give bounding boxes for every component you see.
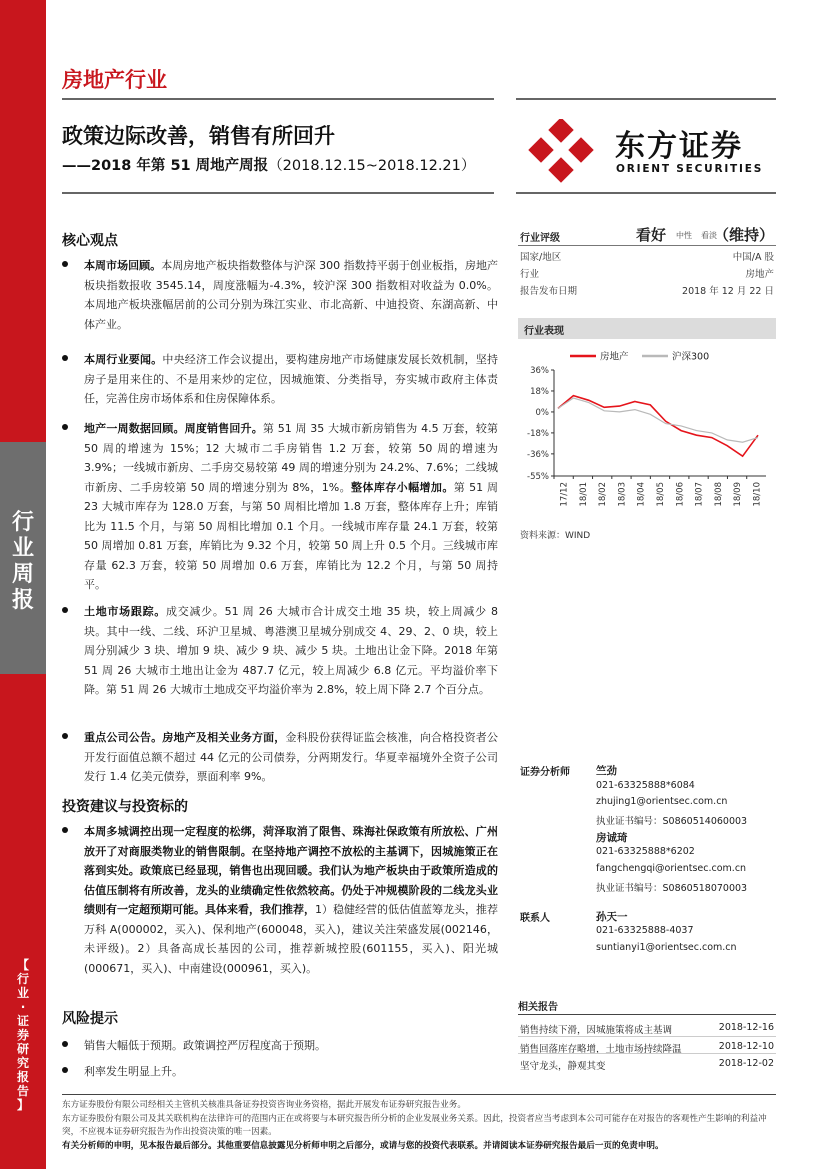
list-item[interactable] xyxy=(518,1018,776,1036)
x-tick-label: 18/05 xyxy=(656,482,666,507)
contact-license: 执业证书编号：S0860518070003 xyxy=(596,882,748,894)
x-tick-label: 17/12 xyxy=(559,482,570,507)
list-item: 销售大幅低于预期。政策调控严厉程度高于预期。 xyxy=(62,1036,498,1056)
rating-status: （维持） xyxy=(713,226,774,244)
info-key: 行业 xyxy=(520,269,540,280)
contacts xyxy=(518,763,776,959)
y-tick-label: -55% xyxy=(527,472,549,482)
bullet-icon xyxy=(62,1067,68,1073)
legend-label: 房地产 xyxy=(600,351,629,363)
related-reports-title: 相关报告 xyxy=(518,1002,558,1013)
list-item: 本周行业要闻。中央经济工作会议提出，要构建房地产市场健康发展长效机制，坚持房子是用来住的、不是用来炒的定位，因城施策、分类指导，夯实城市政府主体责任，完善住房市场体系和住房保障体系。 xyxy=(62,350,498,409)
bullet-icon xyxy=(62,827,68,833)
rating-box xyxy=(518,224,776,297)
company-logo xyxy=(528,119,768,183)
list-item: 本周多城调控出现一定程度的松绑，菏泽取消了限售、珠海社保政策有所放松、广州放开了对商服类物业的销售限制。在坚持地产调控不放松的主基调下，因城施策正在落到实处。政策底已经显现，销售也出现回暖。我们认为地产板块由于政策所造成的估值压制将有所改善，龙头的业绩确定性依然较高。仍处于冲规模阶段的二线龙头业绩则有一定超预期可能。具体来看，我们推荐，1）稳健经营的低估值蓝筹龙头，推荐万科 A(000002，买入)、保利地产(600048，买入)，建议关注荣盛发展(002146，未评级)。2）具备高成长基因的公司，推荐新城控股(601155，买入)、阳光城(000671，买入)、中南建设(000961，买入)。 xyxy=(62,822,498,978)
rating-label: 行业评级 xyxy=(520,233,560,244)
info-key: 报告发布日期 xyxy=(520,286,578,297)
x-tick-label: 18/04 xyxy=(636,482,647,507)
info-row xyxy=(518,246,776,263)
divider xyxy=(516,98,776,100)
bullet-icon xyxy=(62,355,68,361)
series-line-1 xyxy=(558,398,758,442)
contact-name: 孙天一 xyxy=(596,910,628,923)
legend-label: 沪深300 xyxy=(672,351,710,363)
disclaimer xyxy=(62,1099,776,1153)
list-item: 重点公司公告。房地产及相关业务方面，金科股份获得证监会核准，向合格投资者公开发行面值总额不超过 44 亿元的公司债券，分两期发行。华夏幸福境外全资子公司发行 1.4 亿美元债券，票面利率 9%。 xyxy=(62,728,498,787)
bullet-icon xyxy=(62,424,68,430)
section-heading-core: 核心观点 xyxy=(62,233,118,249)
info-value: 中国/A 股 xyxy=(732,252,774,263)
section-heading-invest: 投资建议与投资标的 xyxy=(62,799,188,815)
bullet-icon xyxy=(62,607,68,613)
related-report-date: 2018-12-10 xyxy=(718,1040,774,1052)
divider xyxy=(62,192,494,194)
contact-email[interactable]: fangchengqi@orientsec.com.cn xyxy=(596,863,747,875)
contact-phone: 021-63325888*6084 xyxy=(596,779,695,791)
side-label-weekly: 行 业 周 报 xyxy=(11,510,34,613)
series-line-0 xyxy=(558,396,758,457)
contact-email[interactable]: suntianyi1@orientsec.com.cn xyxy=(596,941,737,953)
list-item: 土地市场跟踪。成交减少。51 周 26 大城市合计成交土地 35 块，较上周减少 8 块。其中一线、二线、环沪卫星城、粤港澳卫星城分别成交 4、29、2、0 块，较上周分别减少 3 块、增加 9 块、减少 9 块、减少 5 块。土地出让金下降。2018 年第 51 周 26 大城市土地出让金为 487.7 亿元，较上周减少 6.8 亿元。平均溢价率下降。第 51 周 26 大城市土地成交平均溢价率为 2.8%，较上周下降 2.7 个百分点。 xyxy=(62,602,498,700)
x-tick-label: 18/07 xyxy=(694,482,705,507)
performance-chart xyxy=(518,344,776,522)
contact-phone: 021-63325888*6202 xyxy=(596,846,695,858)
performance-title: 行业表现 xyxy=(524,326,564,337)
y-tick-label: -36% xyxy=(527,449,549,460)
performance-header xyxy=(518,318,776,339)
disclaimer-line: 东方证券股份有限公司经相关主管机关核准具备证券投资咨询业务资格，据此开展发布证券研究报告业务。 xyxy=(62,1100,466,1110)
x-tick-label: 18/08 xyxy=(713,482,724,507)
divider xyxy=(62,98,494,100)
contact-name: 房诚琦 xyxy=(596,831,628,844)
page-subtitle: ——2018 年第 51 周地产周报（2018.12.15~2018.12.21） xyxy=(62,158,476,174)
x-tick-label: 18/10 xyxy=(752,482,763,507)
disclaimer-line: 有关分析师的申明，见本报告最后部分。其他重要信息披露见分析师申明之后部分，或请与您的投资代表联系。并请阅读本证券研究报告最后一页的免责申明。 xyxy=(62,1140,664,1151)
section-heading-risk: 风险提示 xyxy=(62,1011,118,1027)
contact-block xyxy=(518,763,776,830)
contact-role: 证券分析师 xyxy=(520,767,570,778)
related-report-title: 坚守龙头，静观其变 xyxy=(520,1061,606,1072)
page-title: 政策边际改善，销售有所回升 xyxy=(62,124,335,148)
logo-name-cn: 东方证券 xyxy=(615,129,743,164)
y-tick-label: 0% xyxy=(535,407,549,418)
sector-title: 房地产行业 xyxy=(62,68,167,92)
info-row xyxy=(518,280,776,297)
info-value: 房地产 xyxy=(745,269,774,280)
logo-mark-icon xyxy=(528,119,598,183)
y-tick-label: 18% xyxy=(530,386,549,397)
info-row xyxy=(518,263,776,280)
related-report-title: 销售回落库存略增，土地市场持续降温 xyxy=(520,1043,682,1055)
list-item: 利率发生明显上升。 xyxy=(62,1062,498,1082)
bullet-icon xyxy=(62,1041,68,1047)
list-item: 地产一周数据回顾。周度销售回升。第 51 周 35 大城市新房销售为 4.5 万套，较第 50 周的增速为 15%；12 大城市二手房销售 1.2 万套，较第 50 周的增速为 3.9%；一线城市新房、二手房交易较第 49 周的增速分别为 24.2%、7.6%；二线城市新房、二手房较第 50 周的增速分别为 8%，1%。整体库存小幅增加。第 51 周 23 大城市库存为 128.0 万套，与第 50 周相比增加 1.8 万套，整体库存上升；库销比为 11.5 个月，与第 50 周相比增加 0.1 个月。一线城市库存量 24.1 万套，较第 50 周增加 0.81 万套，库销比为 9.32 个月，较第 50 周上升 0.5 个月。三线城市库存量 62.3 万套，较第 50 周增加 0.6 万套，库销比为 12.2 个月，与第 50 周持平。 xyxy=(62,419,498,595)
x-tick-label: 18/01 xyxy=(578,482,589,507)
divider xyxy=(62,1094,776,1095)
list-item: 本周市场回顾。本周房地产板块指数整体与沪深 300 指数持平弱于创业板指，房地产板块指数报收 3545.14，周度涨幅为-4.3%，较沪深 300 指数相对收益为 0.0%。本周地产板块涨幅居前的公司分别为珠江实业、市北高新、中迪投资、东湖高新、中体产业。 xyxy=(62,256,498,334)
logo-name-en: ORIENT SECURITIES xyxy=(616,163,764,175)
related-report-date: 2018-12-16 xyxy=(718,1022,774,1033)
bullet-icon xyxy=(62,733,68,739)
rating-value: 看好 xyxy=(636,226,667,244)
chart-source: 资料来源：WIND xyxy=(520,531,591,541)
related-reports-list xyxy=(518,1018,776,1071)
list-item[interactable] xyxy=(518,1053,776,1071)
side-label-report: 【 行 业 · 证 券 研 究 报 告 】 xyxy=(16,958,29,1112)
info-value: 2018 年 12 月 22 日 xyxy=(682,286,774,297)
contact-name: 竺劲 xyxy=(596,765,617,777)
x-tick-label: 18/02 xyxy=(598,482,609,507)
divider xyxy=(518,1014,776,1015)
related-report-date: 2018-12-02 xyxy=(718,1058,774,1069)
x-tick-label: 18/09 xyxy=(733,482,744,507)
rating-option-bearish: 看淡 xyxy=(701,231,717,240)
rating-option-neutral: 中性 xyxy=(676,231,692,240)
related-report-title: 销售持续下滑，因城施策将成主基调 xyxy=(520,1025,673,1036)
bullet-icon xyxy=(62,261,68,267)
y-tick-label: 36% xyxy=(530,366,549,376)
contact-license: 执业证书编号：S0860514060003 xyxy=(596,816,748,828)
contact-block xyxy=(518,830,776,897)
disclaimer-line: 东方证券股份有限公司及其关联机构在法律许可的范围内正在或将要与本研究报告所分析的企业发展业务关系。因此，投资者应当考虑到本公司可能存在对报告的客观性产生影响的利益冲突，不应视本证券研究报告为作出投资决策的唯一因素。 xyxy=(62,1113,767,1137)
divider xyxy=(516,192,776,194)
x-tick-label: 18/03 xyxy=(617,482,628,507)
list-item[interactable] xyxy=(518,1036,776,1054)
contact-email[interactable]: zhujing1@orientsec.com.cn xyxy=(596,796,728,808)
contact-phone: 021-63325888-4037 xyxy=(596,925,694,937)
contact-role: 联系人 xyxy=(520,912,550,924)
rating-row xyxy=(518,224,776,246)
y-tick-label: -18% xyxy=(527,428,549,439)
contact-block xyxy=(518,909,776,959)
info-key: 国家/地区 xyxy=(520,252,562,263)
x-tick-label: 18/06 xyxy=(675,482,686,507)
